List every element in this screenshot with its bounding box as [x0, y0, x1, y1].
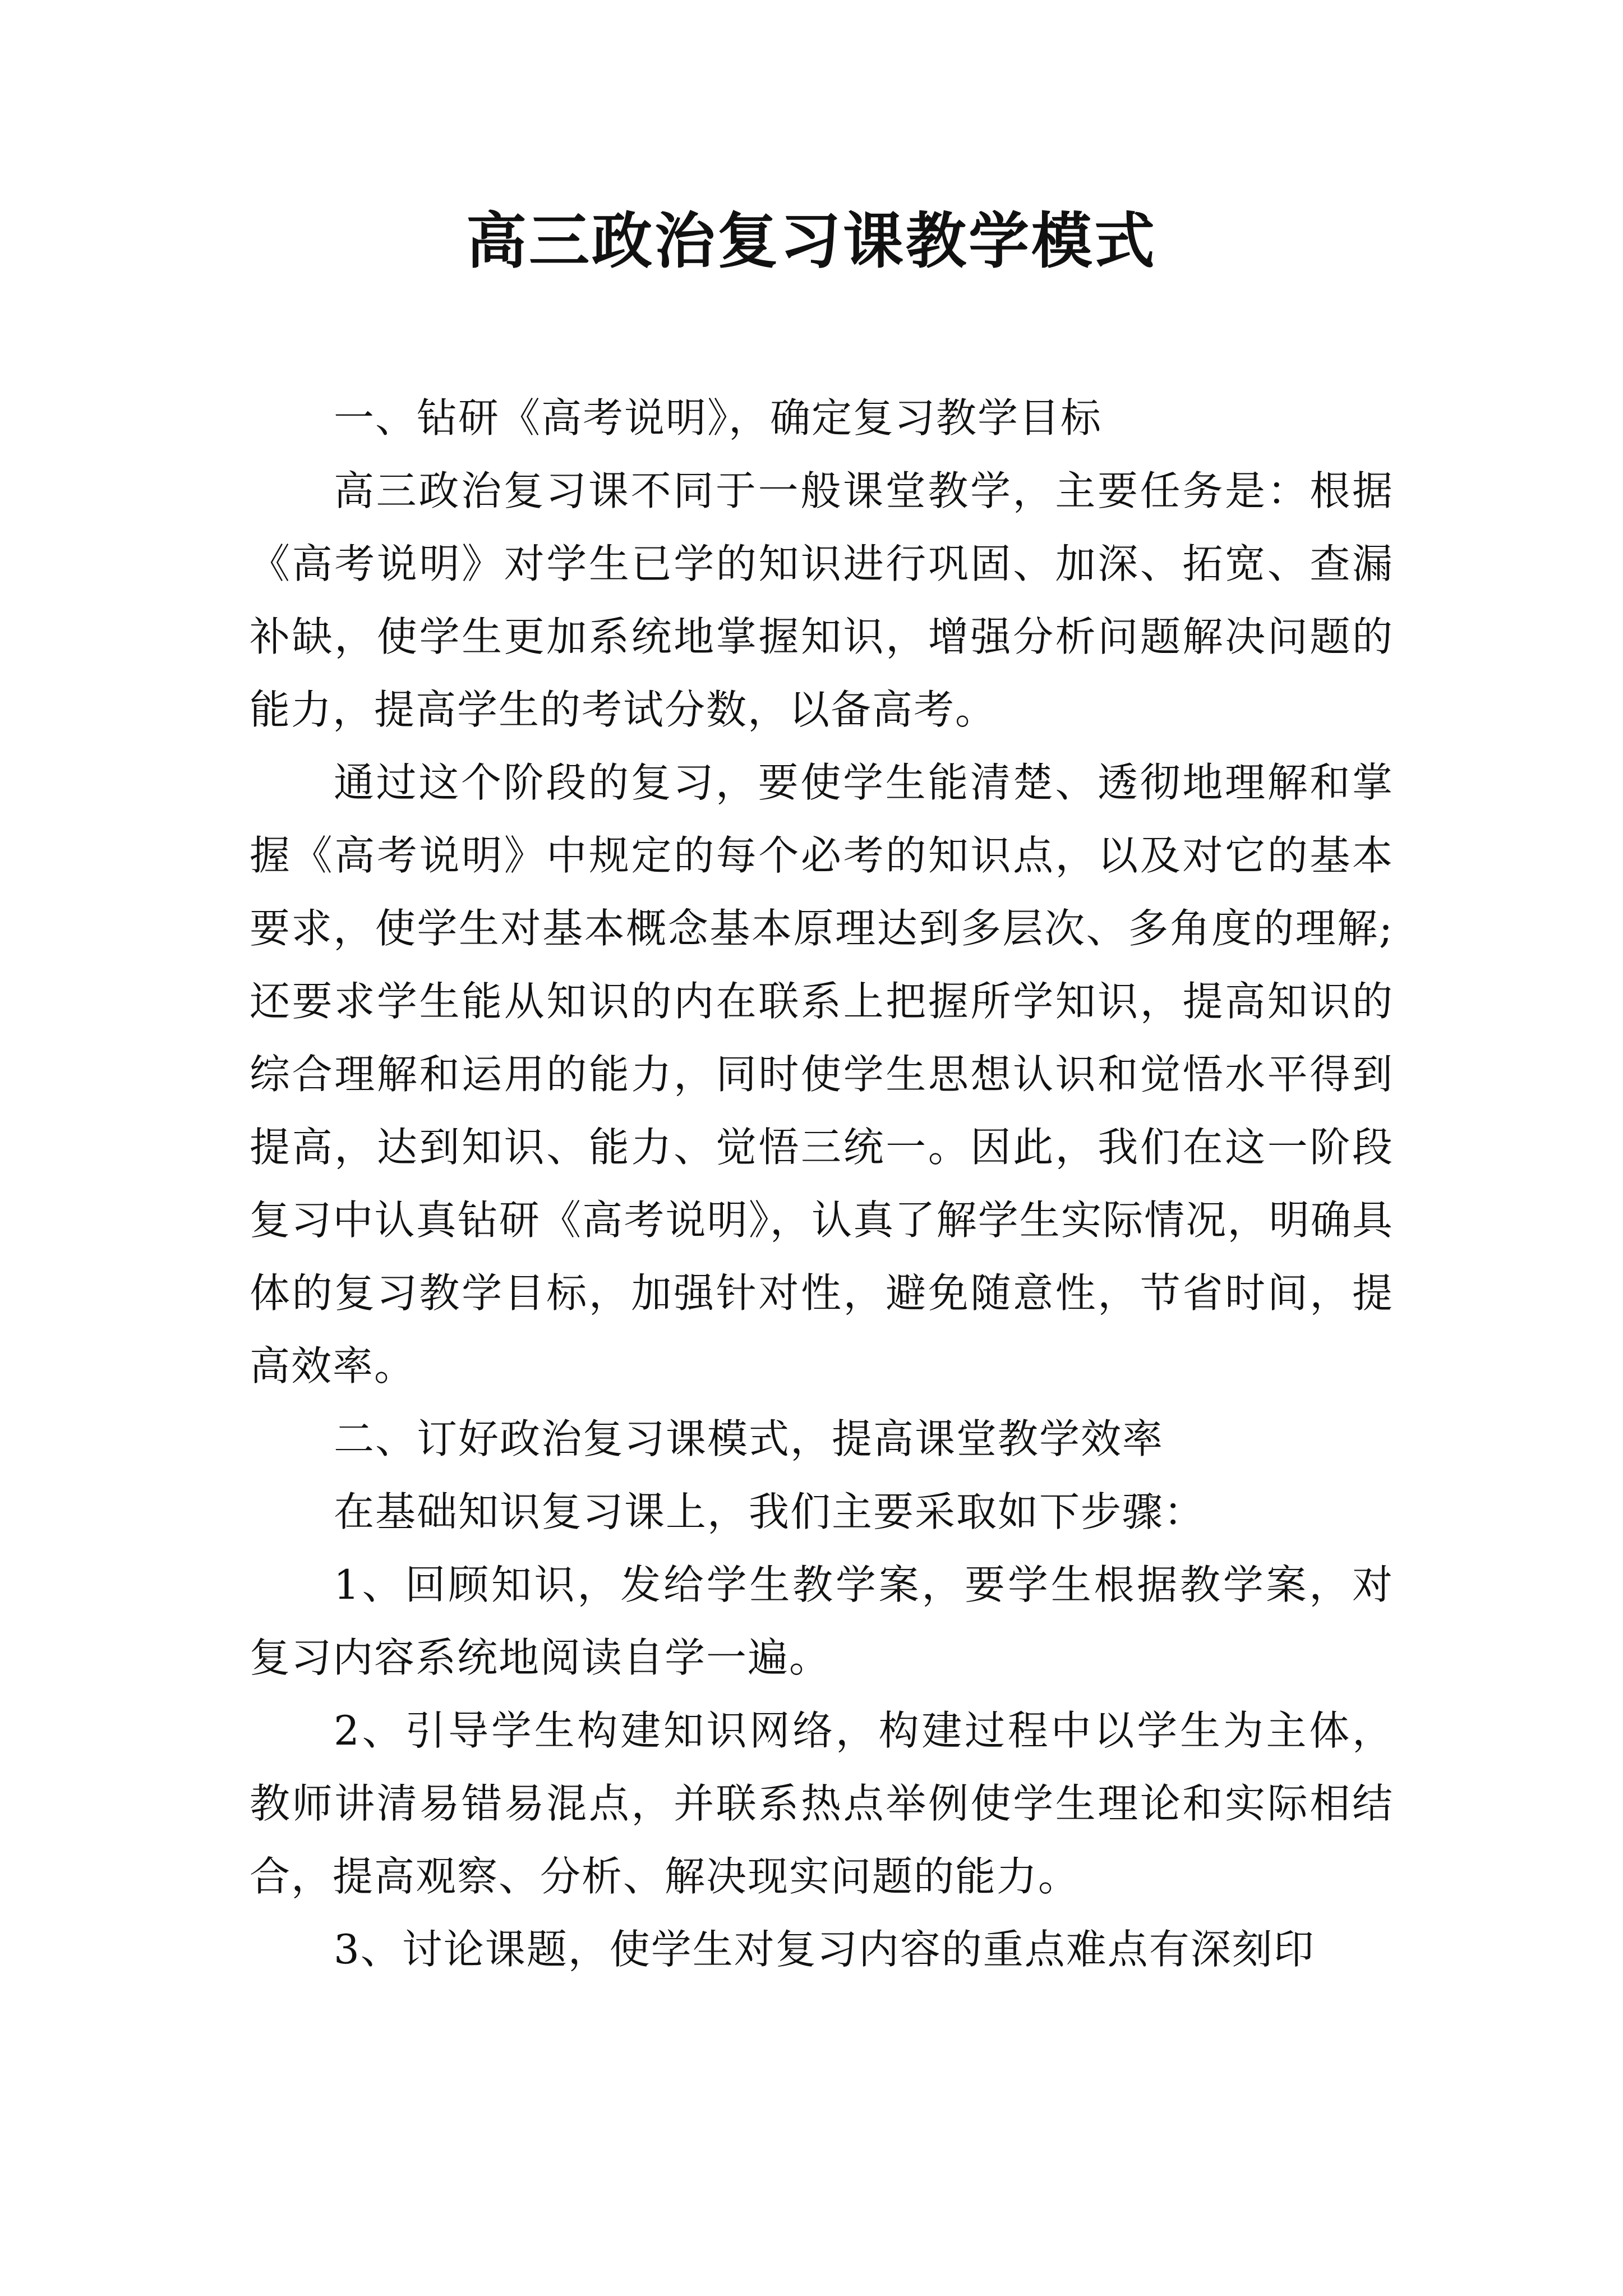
document-body [250, 381, 1394, 1986]
paragraph: 在基础知识复习课上，我们主要采取如下步骤： [334, 1488, 1206, 1535]
list-item-step-3: 3、讨论课题，使学生对复习内容的重点难点有深刻印 [334, 1926, 1315, 1973]
list-item-step-2: 2、引导学生构建知识网络，构建过程中以学生为主体，教师讲清易错易混点，并联系热点举例使学生理论和实际相结合，提高观察、分析、解决现实问题的能力。 [250, 1707, 1394, 1900]
paragraph: 通过这个阶段的复习，要使学生能清楚、透彻地理解和掌握《高考说明》中规定的每个必考的知识点，以及对它的基本要求，使学生对基本概念基本原理达到多层次、多角度的理解;还要求学生能从知识的内在联系上把握所学知识，提高知识的综合理解和运用的能力，同时使学生思想认识和觉悟水平得到提高，达到知识、能力、觉悟三统一。因此，我们在这一阶段复习中认真钻研《高考说明》，认真了解学生实际情况，明确具体的复习教学目标，加强针对性，避免随意性，节省时间，提高效率。 [250, 759, 1394, 1389]
paragraph: 高三政治复习课不同于一般课堂教学，主要任务是：根据《高考说明》对学生已学的知识进行巩固、加深、拓宽、查漏补缺，使学生更加系统地掌握知识，增强分析问题解决问题的能力，提高学生的考试分数，以备高考。 [250, 467, 1394, 733]
section-heading-2: 二、订好政治复习课模式，提高课堂教学效率 [334, 1415, 1164, 1462]
list-item-step-1: 1、回顾知识，发给学生教学案，要学生根据教学案，对复习内容系统地阅读自学一遍。 [250, 1561, 1394, 1681]
document-title: 高三政治复习课教学模式 [465, 206, 1157, 277]
section-heading-1: 一、钻研《高考说明》，确定复习教学目标 [334, 394, 1103, 441]
